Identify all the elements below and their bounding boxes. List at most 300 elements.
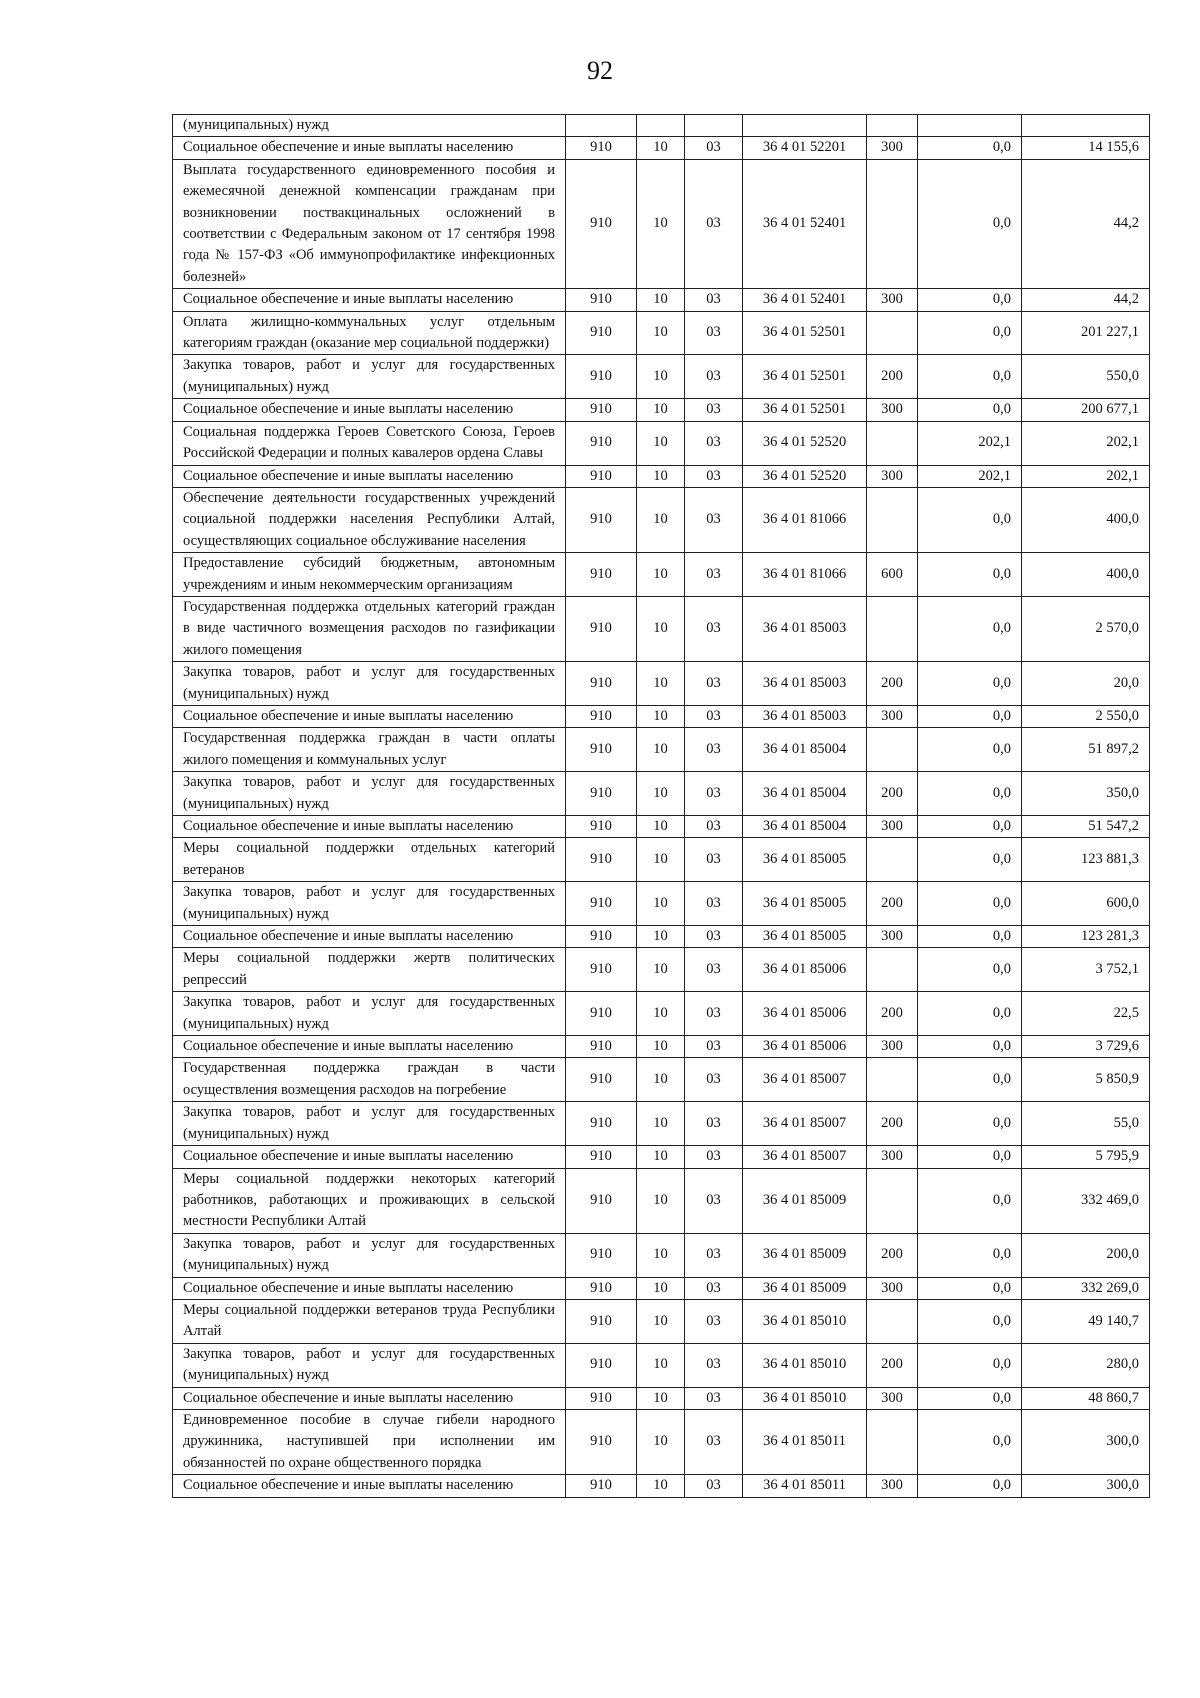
cell-amount-1: 0,0 <box>918 311 1022 355</box>
cell-admin-code: 910 <box>566 1168 637 1233</box>
cell-expense-type <box>867 728 918 772</box>
cell-amount-1: 202,1 <box>918 421 1022 465</box>
cell-target-code: 36 4 01 52520 <box>743 465 867 487</box>
cell-expense-type <box>867 1409 918 1474</box>
cell-expense-type <box>867 948 918 992</box>
cell-subsection: 03 <box>685 1146 743 1168</box>
cell-name: Обеспечение деятельности государственных учреждений социальной поддержки населения Республики Алтай, осуществляющих социальное обслуживание населения <box>173 487 566 552</box>
cell-amount-2: 2 570,0 <box>1022 596 1150 661</box>
cell-target-code: 36 4 01 85010 <box>743 1387 867 1409</box>
table-row <box>173 1233 1150 1277</box>
cell-amount-2: 400,0 <box>1022 553 1150 597</box>
cell-expense-type <box>867 115 918 137</box>
cell-admin-code: 910 <box>566 882 637 926</box>
cell-amount-2: 55,0 <box>1022 1102 1150 1146</box>
table-row <box>173 596 1150 661</box>
cell-amount-2: 300,0 <box>1022 1409 1150 1474</box>
cell-target-code: 36 4 01 85010 <box>743 1343 867 1387</box>
cell-subsection: 03 <box>685 289 743 311</box>
cell-target-code: 36 4 01 81066 <box>743 553 867 597</box>
cell-amount-1: 0,0 <box>918 948 1022 992</box>
cell-admin-code: 910 <box>566 487 637 552</box>
cell-admin-code: 910 <box>566 838 637 882</box>
cell-amount-2: 49 140,7 <box>1022 1299 1150 1343</box>
cell-admin-code: 910 <box>566 289 637 311</box>
cell-expense-type <box>867 1058 918 1102</box>
cell-name: Социальное обеспечение и иные выплаты населению <box>173 399 566 421</box>
cell-amount-1: 0,0 <box>918 1277 1022 1299</box>
cell-subsection: 03 <box>685 926 743 948</box>
cell-subsection: 03 <box>685 992 743 1036</box>
cell-subsection: 03 <box>685 1168 743 1233</box>
cell-expense-type <box>867 838 918 882</box>
table-row <box>173 311 1150 355</box>
cell-name: Социальное обеспечение и иные выплаты населению <box>173 1475 566 1497</box>
cell-admin-code: 910 <box>566 159 637 288</box>
table-row <box>173 1036 1150 1058</box>
cell-admin-code: 910 <box>566 399 637 421</box>
table-row <box>173 728 1150 772</box>
cell-target-code: 36 4 01 52401 <box>743 159 867 288</box>
table-row <box>173 399 1150 421</box>
cell-subsection: 03 <box>685 948 743 992</box>
cell-subsection: 03 <box>685 1387 743 1409</box>
cell-name: Социальное обеспечение и иные выплаты населению <box>173 705 566 727</box>
cell-target-code: 36 4 01 85009 <box>743 1168 867 1233</box>
cell-admin-code: 910 <box>566 1102 637 1146</box>
cell-name: Меры социальной поддержки жертв политических репрессий <box>173 948 566 992</box>
cell-amount-2: 202,1 <box>1022 465 1150 487</box>
table-row <box>173 992 1150 1036</box>
cell-section: 10 <box>637 421 685 465</box>
cell-section: 10 <box>637 992 685 1036</box>
table-row <box>173 487 1150 552</box>
cell-section: 10 <box>637 926 685 948</box>
table-row <box>173 115 1150 137</box>
cell-expense-type <box>867 421 918 465</box>
cell-name: Закупка товаров, работ и услуг для государственных (муниципальных) нужд <box>173 772 566 816</box>
cell-admin-code: 910 <box>566 421 637 465</box>
cell-target-code: 36 4 01 85003 <box>743 705 867 727</box>
cell-amount-1: 0,0 <box>918 1233 1022 1277</box>
cell-subsection: 03 <box>685 1102 743 1146</box>
cell-amount-2: 332 269,0 <box>1022 1277 1150 1299</box>
cell-section: 10 <box>637 553 685 597</box>
cell-amount-2: 200,0 <box>1022 1233 1150 1277</box>
cell-section: 10 <box>637 399 685 421</box>
cell-name: Закупка товаров, работ и услуг для государственных (муниципальных) нужд <box>173 882 566 926</box>
cell-expense-type: 300 <box>867 1036 918 1058</box>
cell-amount-1: 0,0 <box>918 1299 1022 1343</box>
cell-admin-code: 910 <box>566 948 637 992</box>
cell-amount-1: 0,0 <box>918 289 1022 311</box>
cell-expense-type <box>867 311 918 355</box>
cell-subsection: 03 <box>685 1277 743 1299</box>
cell-section: 10 <box>637 1299 685 1343</box>
cell-subsection: 03 <box>685 399 743 421</box>
cell-target-code: 36 4 01 85003 <box>743 596 867 661</box>
cell-section: 10 <box>637 1277 685 1299</box>
cell-expense-type: 300 <box>867 465 918 487</box>
cell-expense-type: 300 <box>867 1475 918 1497</box>
cell-section: 10 <box>637 1058 685 1102</box>
cell-subsection: 03 <box>685 465 743 487</box>
cell-section: 10 <box>637 289 685 311</box>
cell-amount-2: 5 850,9 <box>1022 1058 1150 1102</box>
cell-section: 10 <box>637 1343 685 1387</box>
cell-expense-type: 300 <box>867 1387 918 1409</box>
cell-amount-2: 332 469,0 <box>1022 1168 1150 1233</box>
cell-amount-2: 5 795,9 <box>1022 1146 1150 1168</box>
cell-subsection: 03 <box>685 662 743 706</box>
cell-subsection: 03 <box>685 421 743 465</box>
cell-amount-1: 0,0 <box>918 1036 1022 1058</box>
cell-amount-1: 0,0 <box>918 1058 1022 1102</box>
table-row <box>173 553 1150 597</box>
cell-amount-1: 0,0 <box>918 487 1022 552</box>
cell-amount-1: 0,0 <box>918 1475 1022 1497</box>
cell-expense-type: 200 <box>867 662 918 706</box>
cell-admin-code: 910 <box>566 1409 637 1474</box>
cell-subsection: 03 <box>685 705 743 727</box>
cell-expense-type: 300 <box>867 705 918 727</box>
cell-section: 10 <box>637 705 685 727</box>
cell-subsection: 03 <box>685 882 743 926</box>
cell-expense-type: 300 <box>867 137 918 159</box>
cell-admin-code <box>566 115 637 137</box>
table-row <box>173 289 1150 311</box>
table-row <box>173 1409 1150 1474</box>
cell-target-code: 36 4 01 85010 <box>743 1299 867 1343</box>
cell-subsection: 03 <box>685 596 743 661</box>
cell-expense-type <box>867 1168 918 1233</box>
cell-admin-code: 910 <box>566 465 637 487</box>
cell-amount-2: 14 155,6 <box>1022 137 1150 159</box>
cell-target-code <box>743 115 867 137</box>
cell-section: 10 <box>637 1146 685 1168</box>
cell-admin-code: 910 <box>566 1343 637 1387</box>
cell-admin-code: 910 <box>566 1233 637 1277</box>
cell-name: Социальное обеспечение и иные выплаты населению <box>173 465 566 487</box>
table-row <box>173 1168 1150 1233</box>
cell-section: 10 <box>637 1475 685 1497</box>
table-row <box>173 838 1150 882</box>
cell-expense-type: 300 <box>867 289 918 311</box>
cell-name: Социальная поддержка Героев Советского Союза, Героев Российской Федерации и полных кавалеров ордена Славы <box>173 421 566 465</box>
cell-subsection <box>685 115 743 137</box>
cell-amount-2: 51 547,2 <box>1022 816 1150 838</box>
table-row <box>173 926 1150 948</box>
cell-expense-type: 200 <box>867 772 918 816</box>
cell-subsection: 03 <box>685 159 743 288</box>
cell-target-code: 36 4 01 52401 <box>743 289 867 311</box>
cell-amount-1: 202,1 <box>918 465 1022 487</box>
cell-name: Закупка товаров, работ и услуг для государственных (муниципальных) нужд <box>173 1102 566 1146</box>
cell-admin-code: 910 <box>566 1277 637 1299</box>
cell-admin-code: 910 <box>566 1475 637 1497</box>
cell-expense-type <box>867 159 918 288</box>
cell-admin-code: 910 <box>566 926 637 948</box>
cell-target-code: 36 4 01 85006 <box>743 948 867 992</box>
cell-amount-2: 22,5 <box>1022 992 1150 1036</box>
cell-amount-2: 200 677,1 <box>1022 399 1150 421</box>
cell-amount-1 <box>918 115 1022 137</box>
cell-name: Закупка товаров, работ и услуг для государственных (муниципальных) нужд <box>173 992 566 1036</box>
cell-name: Социальное обеспечение и иные выплаты населению <box>173 1387 566 1409</box>
cell-subsection: 03 <box>685 1036 743 1058</box>
cell-expense-type: 300 <box>867 1146 918 1168</box>
cell-amount-2: 20,0 <box>1022 662 1150 706</box>
cell-amount-1: 0,0 <box>918 159 1022 288</box>
cell-section: 10 <box>637 1102 685 1146</box>
table-row <box>173 1343 1150 1387</box>
cell-name: Закупка товаров, работ и услуг для государственных (муниципальных) нужд <box>173 662 566 706</box>
cell-target-code: 36 4 01 52501 <box>743 399 867 421</box>
cell-name: Оплата жилищно-коммунальных услуг отдельным категориям граждан (оказание мер социальной поддержки) <box>173 311 566 355</box>
cell-section: 10 <box>637 311 685 355</box>
cell-section: 10 <box>637 772 685 816</box>
cell-name: Государственная поддержка граждан в части осуществления возмещения расходов на погребение <box>173 1058 566 1102</box>
cell-expense-type <box>867 1299 918 1343</box>
cell-amount-2: 2 550,0 <box>1022 705 1150 727</box>
cell-section <box>637 115 685 137</box>
cell-section: 10 <box>637 1409 685 1474</box>
cell-subsection: 03 <box>685 728 743 772</box>
cell-amount-1: 0,0 <box>918 1409 1022 1474</box>
cell-section: 10 <box>637 728 685 772</box>
cell-target-code: 36 4 01 81066 <box>743 487 867 552</box>
cell-amount-1: 0,0 <box>918 838 1022 882</box>
cell-amount-1: 0,0 <box>918 992 1022 1036</box>
cell-subsection: 03 <box>685 838 743 882</box>
cell-name: Меры социальной поддержки отдельных категорий ветеранов <box>173 838 566 882</box>
cell-section: 10 <box>637 1233 685 1277</box>
cell-amount-2: 300,0 <box>1022 1475 1150 1497</box>
cell-amount-1: 0,0 <box>918 553 1022 597</box>
cell-expense-type: 600 <box>867 553 918 597</box>
cell-name: Выплата государственного единовременного пособия и ежемесячной денежной компенсации гражданам при возникновении поствакцинальных осложнений в соответствии с Федеральным законом от 17 сентября 1998 года № 157-ФЗ «Об иммунопрофилактике инфекционных болезней» <box>173 159 566 288</box>
cell-target-code: 36 4 01 85005 <box>743 838 867 882</box>
cell-admin-code: 910 <box>566 1058 637 1102</box>
cell-section: 10 <box>637 137 685 159</box>
cell-target-code: 36 4 01 85005 <box>743 882 867 926</box>
cell-subsection: 03 <box>685 355 743 399</box>
table-body <box>173 115 1150 1498</box>
cell-target-code: 36 4 01 85004 <box>743 728 867 772</box>
cell-amount-2: 550,0 <box>1022 355 1150 399</box>
cell-subsection: 03 <box>685 1343 743 1387</box>
cell-section: 10 <box>637 1387 685 1409</box>
cell-section: 10 <box>637 882 685 926</box>
cell-admin-code: 910 <box>566 596 637 661</box>
cell-subsection: 03 <box>685 1409 743 1474</box>
cell-target-code: 36 4 01 85004 <box>743 816 867 838</box>
cell-amount-1: 0,0 <box>918 1168 1022 1233</box>
cell-amount-2: 201 227,1 <box>1022 311 1150 355</box>
table-row <box>173 421 1150 465</box>
cell-name: Социальное обеспечение и иные выплаты населению <box>173 816 566 838</box>
cell-amount-1: 0,0 <box>918 662 1022 706</box>
cell-admin-code: 910 <box>566 1299 637 1343</box>
table-row <box>173 1387 1150 1409</box>
cell-amount-1: 0,0 <box>918 1146 1022 1168</box>
cell-amount-2: 51 897,2 <box>1022 728 1150 772</box>
table-row <box>173 159 1150 288</box>
cell-expense-type: 200 <box>867 1233 918 1277</box>
cell-expense-type: 200 <box>867 1102 918 1146</box>
cell-subsection: 03 <box>685 487 743 552</box>
table-row <box>173 948 1150 992</box>
cell-section: 10 <box>637 355 685 399</box>
table-row <box>173 1475 1150 1497</box>
cell-target-code: 36 4 01 85009 <box>743 1277 867 1299</box>
cell-admin-code: 910 <box>566 772 637 816</box>
cell-amount-2: 44,2 <box>1022 289 1150 311</box>
table-row <box>173 137 1150 159</box>
cell-amount-2: 44,2 <box>1022 159 1150 288</box>
table-row <box>173 355 1150 399</box>
cell-admin-code: 910 <box>566 1146 637 1168</box>
cell-admin-code: 910 <box>566 816 637 838</box>
cell-expense-type: 300 <box>867 816 918 838</box>
cell-target-code: 36 4 01 85006 <box>743 992 867 1036</box>
cell-subsection: 03 <box>685 816 743 838</box>
table-row <box>173 772 1150 816</box>
cell-target-code: 36 4 01 85007 <box>743 1058 867 1102</box>
cell-admin-code: 910 <box>566 728 637 772</box>
cell-name: Социальное обеспечение и иные выплаты населению <box>173 1036 566 1058</box>
page-number: 92 <box>587 56 613 85</box>
cell-admin-code: 910 <box>566 553 637 597</box>
cell-amount-1: 0,0 <box>918 816 1022 838</box>
cell-subsection: 03 <box>685 1475 743 1497</box>
cell-amount-2: 350,0 <box>1022 772 1150 816</box>
table-row <box>173 662 1150 706</box>
cell-amount-1: 0,0 <box>918 399 1022 421</box>
cell-section: 10 <box>637 487 685 552</box>
cell-amount-1: 0,0 <box>918 355 1022 399</box>
cell-target-code: 36 4 01 85007 <box>743 1146 867 1168</box>
cell-name: Единовременное пособие в случае гибели народного дружинника, наступившей при исполнении им обязанностей по охране общественного порядка <box>173 1409 566 1474</box>
cell-amount-1: 0,0 <box>918 772 1022 816</box>
cell-section: 10 <box>637 1036 685 1058</box>
cell-amount-1: 0,0 <box>918 1387 1022 1409</box>
cell-admin-code: 910 <box>566 992 637 1036</box>
cell-target-code: 36 4 01 85011 <box>743 1475 867 1497</box>
cell-admin-code: 910 <box>566 311 637 355</box>
cell-target-code: 36 4 01 85003 <box>743 662 867 706</box>
cell-target-code: 36 4 01 52520 <box>743 421 867 465</box>
cell-expense-type <box>867 596 918 661</box>
cell-amount-1: 0,0 <box>918 705 1022 727</box>
cell-section: 10 <box>637 816 685 838</box>
cell-name: Закупка товаров, работ и услуг для государственных (муниципальных) нужд <box>173 1233 566 1277</box>
cell-name: Государственная поддержка отдельных категорий граждан в виде частичного возмещения расходов по газификации жилого помещения <box>173 596 566 661</box>
cell-amount-2: 280,0 <box>1022 1343 1150 1387</box>
cell-amount-1: 0,0 <box>918 1102 1022 1146</box>
cell-target-code: 36 4 01 85009 <box>743 1233 867 1277</box>
table-row <box>173 882 1150 926</box>
cell-target-code: 36 4 01 52501 <box>743 311 867 355</box>
cell-name: Социальное обеспечение и иные выплаты населению <box>173 289 566 311</box>
cell-target-code: 36 4 01 85007 <box>743 1102 867 1146</box>
cell-section: 10 <box>637 662 685 706</box>
cell-name: Предоставление субсидий бюджетным, автономным учреждениям и иным некоммерческим организациям <box>173 553 566 597</box>
cell-expense-type: 300 <box>867 926 918 948</box>
cell-subsection: 03 <box>685 1233 743 1277</box>
cell-subsection: 03 <box>685 772 743 816</box>
cell-admin-code: 910 <box>566 1387 637 1409</box>
cell-amount-2: 3 752,1 <box>1022 948 1150 992</box>
cell-subsection: 03 <box>685 1299 743 1343</box>
cell-section: 10 <box>637 838 685 882</box>
cell-name: Социальное обеспечение и иные выплаты населению <box>173 1277 566 1299</box>
table-row <box>173 1146 1150 1168</box>
cell-amount-2: 3 729,6 <box>1022 1036 1150 1058</box>
cell-target-code: 36 4 01 85011 <box>743 1409 867 1474</box>
cell-amount-2: 400,0 <box>1022 487 1150 552</box>
cell-target-code: 36 4 01 52501 <box>743 355 867 399</box>
cell-admin-code: 910 <box>566 355 637 399</box>
cell-subsection: 03 <box>685 137 743 159</box>
cell-name: Закупка товаров, работ и услуг для государственных (муниципальных) нужд <box>173 355 566 399</box>
table-row <box>173 1102 1150 1146</box>
cell-name: Меры социальной поддержки ветеранов труда Республики Алтай <box>173 1299 566 1343</box>
cell-admin-code: 910 <box>566 662 637 706</box>
cell-amount-2: 600,0 <box>1022 882 1150 926</box>
cell-name: Социальное обеспечение и иные выплаты населению <box>173 137 566 159</box>
cell-subsection: 03 <box>685 553 743 597</box>
cell-target-code: 36 4 01 85006 <box>743 1036 867 1058</box>
cell-amount-1: 0,0 <box>918 882 1022 926</box>
cell-section: 10 <box>637 596 685 661</box>
table-row <box>173 705 1150 727</box>
cell-expense-type: 200 <box>867 1343 918 1387</box>
cell-name: Социальное обеспечение и иные выплаты населению <box>173 926 566 948</box>
cell-admin-code: 910 <box>566 137 637 159</box>
cell-name: Закупка товаров, работ и услуг для государственных (муниципальных) нужд <box>173 1343 566 1387</box>
cell-name: Меры социальной поддержки некоторых категорий работников, работающих и проживающих в сельской местности Республики Алтай <box>173 1168 566 1233</box>
cell-subsection: 03 <box>685 1058 743 1102</box>
cell-amount-2: 48 860,7 <box>1022 1387 1150 1409</box>
cell-amount-2 <box>1022 115 1150 137</box>
cell-target-code: 36 4 01 85004 <box>743 772 867 816</box>
cell-name: Государственная поддержка граждан в части оплаты жилого помещения и коммунальных услуг <box>173 728 566 772</box>
cell-expense-type: 200 <box>867 992 918 1036</box>
cell-amount-1: 0,0 <box>918 137 1022 159</box>
cell-expense-type <box>867 487 918 552</box>
table-row <box>173 1299 1150 1343</box>
table-row <box>173 816 1150 838</box>
cell-amount-2: 123 881,3 <box>1022 838 1150 882</box>
cell-expense-type: 200 <box>867 882 918 926</box>
cell-amount-1: 0,0 <box>918 926 1022 948</box>
cell-amount-1: 0,0 <box>918 1343 1022 1387</box>
cell-section: 10 <box>637 948 685 992</box>
cell-admin-code: 910 <box>566 705 637 727</box>
cell-section: 10 <box>637 159 685 288</box>
cell-section: 10 <box>637 1168 685 1233</box>
cell-subsection: 03 <box>685 311 743 355</box>
table-row <box>173 1058 1150 1102</box>
table-row <box>173 1277 1150 1299</box>
cell-target-code: 36 4 01 52201 <box>743 137 867 159</box>
table-row <box>173 465 1150 487</box>
cell-amount-2: 202,1 <box>1022 421 1150 465</box>
cell-section: 10 <box>637 465 685 487</box>
cell-expense-type: 200 <box>867 355 918 399</box>
cell-amount-1: 0,0 <box>918 728 1022 772</box>
